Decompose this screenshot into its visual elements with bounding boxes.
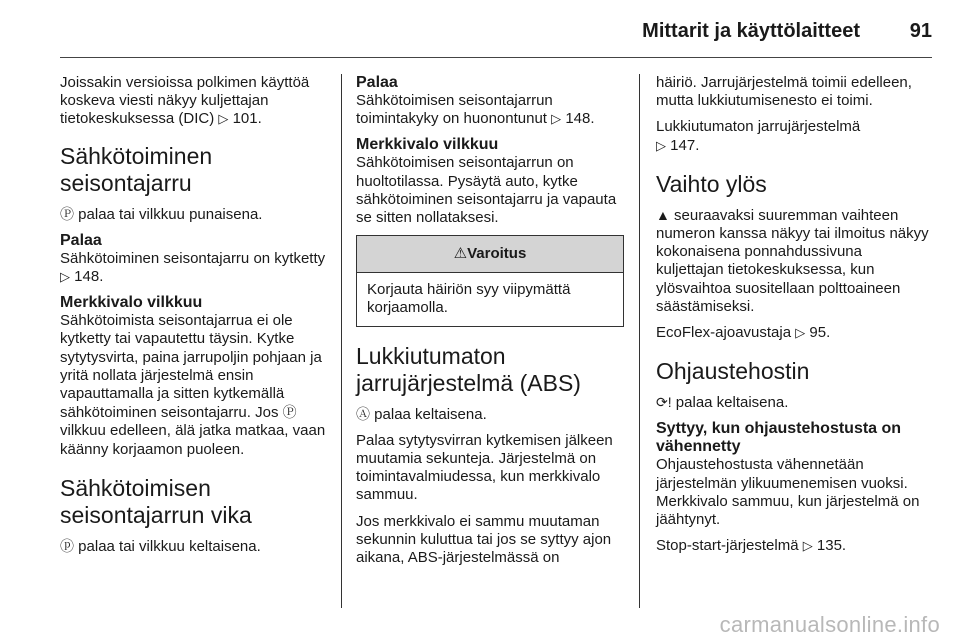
abs-ref-text: Lukkiutumaton jarrujärjestelmä (656, 118, 861, 136)
warning-header (357, 236, 623, 273)
heading-abs: Lukkiutumaton jarrujärjestelmä (ABS) (356, 342, 581, 396)
page-number: 91 (909, 20, 932, 42)
epb-description (60, 205, 326, 224)
parking-brake-icon: Ⓟ (60, 205, 74, 222)
abs-continued-paragraph: häiriö. Jarrujärjestelmä toimii edelleen, mutta lukkiutumisenesto ei toimi. (656, 74, 912, 110)
warning-title: Varoitus (467, 245, 527, 263)
heading-palaa-2: Palaa (356, 74, 398, 91)
vaihto-paragraph (656, 206, 932, 316)
column-2 (356, 74, 624, 575)
fault-description-text: palaa tai vilkkuu keltaisena. (78, 537, 261, 555)
vilkkuu-paragraph-2 (356, 154, 624, 227)
epb-description-text: palaa tai vilkkuu punaisena. (78, 205, 263, 223)
syttyy-paragraph: Ohjaustehostusta vähennetään järjestelmän ylikuumenemisen vuoksi. Merkkivalo sammuu, kun järjestelmä on jäähtynyt. (656, 456, 920, 529)
palaa-text-2: Sähkötoimisen seisontajarrun toimintakyky on huonontunut (356, 92, 553, 128)
fault-description (60, 537, 326, 556)
palaa-paragraph-2 (356, 92, 624, 128)
parking-brake-icon: Ⓟ (282, 404, 297, 421)
xref-icon: ▷ (802, 538, 813, 554)
stopstart-paragraph (656, 537, 932, 555)
abs-icon: Ⓐ (356, 405, 370, 422)
vaihto-text: seuraavaksi suuremman vaihteen numeron kanssa näkyy tai ilmoitus näkyy kokonaisena ponnahdussivuna kuljettajan tietokeskuksessa, kun ylösvaihtoa suositellaan polttoaineen säästämiseksi. (656, 206, 929, 315)
abs-page-ref[interactable]: 147. (670, 136, 700, 154)
warning-box (356, 235, 624, 326)
intro-page-ref[interactable]: 101. (232, 110, 262, 128)
ecoflex-text: EcoFlex-ajoavustaja (656, 324, 792, 342)
heading-vaihto-ylos: Vaihto ylös (656, 170, 767, 197)
column-1 (60, 74, 326, 564)
vilkkuu-paragraph (60, 312, 326, 459)
heading-ohjaustehostin: Ohjaustehostin (656, 358, 810, 385)
xref-icon: ▷ (551, 111, 562, 127)
abs-ref-paragraph (656, 118, 932, 154)
abs-description-text: palaa keltaisena. (374, 405, 487, 423)
ohjaus-description-text: palaa keltaisena. (675, 394, 789, 412)
upshift-icon: ▲ (656, 206, 670, 223)
palaa-page-ref[interactable]: 148. (74, 268, 104, 286)
xref-icon: ▷ (60, 269, 70, 285)
vilkkuu-text-2: Sähkötoimisen seisontajarrun on huoltotilassa. Pysäytä auto, kytke sähkötoiminen seisontajarru ja vapauta se sitten nollataksesi. (356, 154, 617, 227)
heading-parking-brake-fault: Sähkötoimisen seisontajarrun vika (60, 474, 252, 528)
ecoflex-paragraph (656, 324, 932, 342)
abs-paragraph-1: Palaa sytytysvirran kytkemisen jälkeen muutamia sekunteja. Järjestelmä on toimintavalmiudessa, kun merkkivalo sammuu. (356, 431, 613, 504)
palaa-page-ref-2[interactable]: 148. (565, 110, 595, 128)
vilkkuu-text-2: vilkkuu edelleen, älä jatka matkaa, vaan käänny korjaamon puoleen. (60, 422, 326, 458)
column-divider-2 (639, 74, 640, 608)
abs-description (356, 405, 624, 424)
heading-palaa: Palaa (60, 231, 102, 249)
vilkkuu-text-1: Sähkötoimista seisontajarrua ei ole kytketty tai vapautettu täysin. Kytke sytytysvirta, paina jarrupoljin pohjaan ja yritä nollata järjestelmä ensin vapauttamalla ja sitten kytkemällä sähkötoiminen seisontajarru. Jos (60, 312, 322, 422)
xref-icon: ▷ (656, 137, 666, 153)
abs-paragraph-2: Jos merkkivalo ei sammu muutaman sekunnin kuluttua tai jos se syttyy ajon aikana, ABS-järjestelmässä on (356, 512, 612, 567)
heading-merkkivalo-vilkkuu: Merkkivalo vilkkuu (60, 294, 203, 312)
intro-text: Joissakin versioissa polkimen käyttöä koskeva viesti näkyy kuljettajan tietokeskuksessa (DIC) (60, 74, 310, 128)
power-steering-icon: ⟳! (656, 394, 672, 411)
heading-merkkivalo-vilkkuu-2: Merkkivalo vilkkuu (356, 136, 499, 154)
warning-icon: ⚠ (453, 245, 468, 263)
stopstart-text: Stop-start-järjestelmä (656, 537, 799, 555)
xref-icon: ▷ (795, 325, 806, 341)
watermark: carmanualsonline.info (719, 612, 940, 637)
heading-syttyy: Syttyy, kun ohjaustehostusta on vähennetty (656, 420, 902, 456)
running-header-title: Mittarit ja käyttölaitteet (642, 20, 860, 42)
palaa-text: Sähkötoiminen seisontajarru on kytketty (60, 249, 326, 267)
warning-text: Korjauta häiriön syy viipymättä korjaamolla. (367, 281, 571, 317)
ohjaus-description (656, 393, 932, 412)
intro-paragraph (60, 74, 326, 129)
stopstart-page-ref[interactable]: 135. (816, 537, 847, 555)
xref-icon: ▷ (218, 111, 229, 127)
palaa-paragraph (60, 250, 326, 286)
service-brake-icon: ⓟ (60, 537, 74, 554)
heading-electric-parking-brake: Sähkötoiminen seisontajarru (60, 142, 213, 196)
ecoflex-page-ref[interactable]: 95. (809, 324, 831, 342)
column-3 (656, 74, 932, 563)
column-divider-1 (341, 74, 342, 608)
header-divider (60, 57, 932, 58)
